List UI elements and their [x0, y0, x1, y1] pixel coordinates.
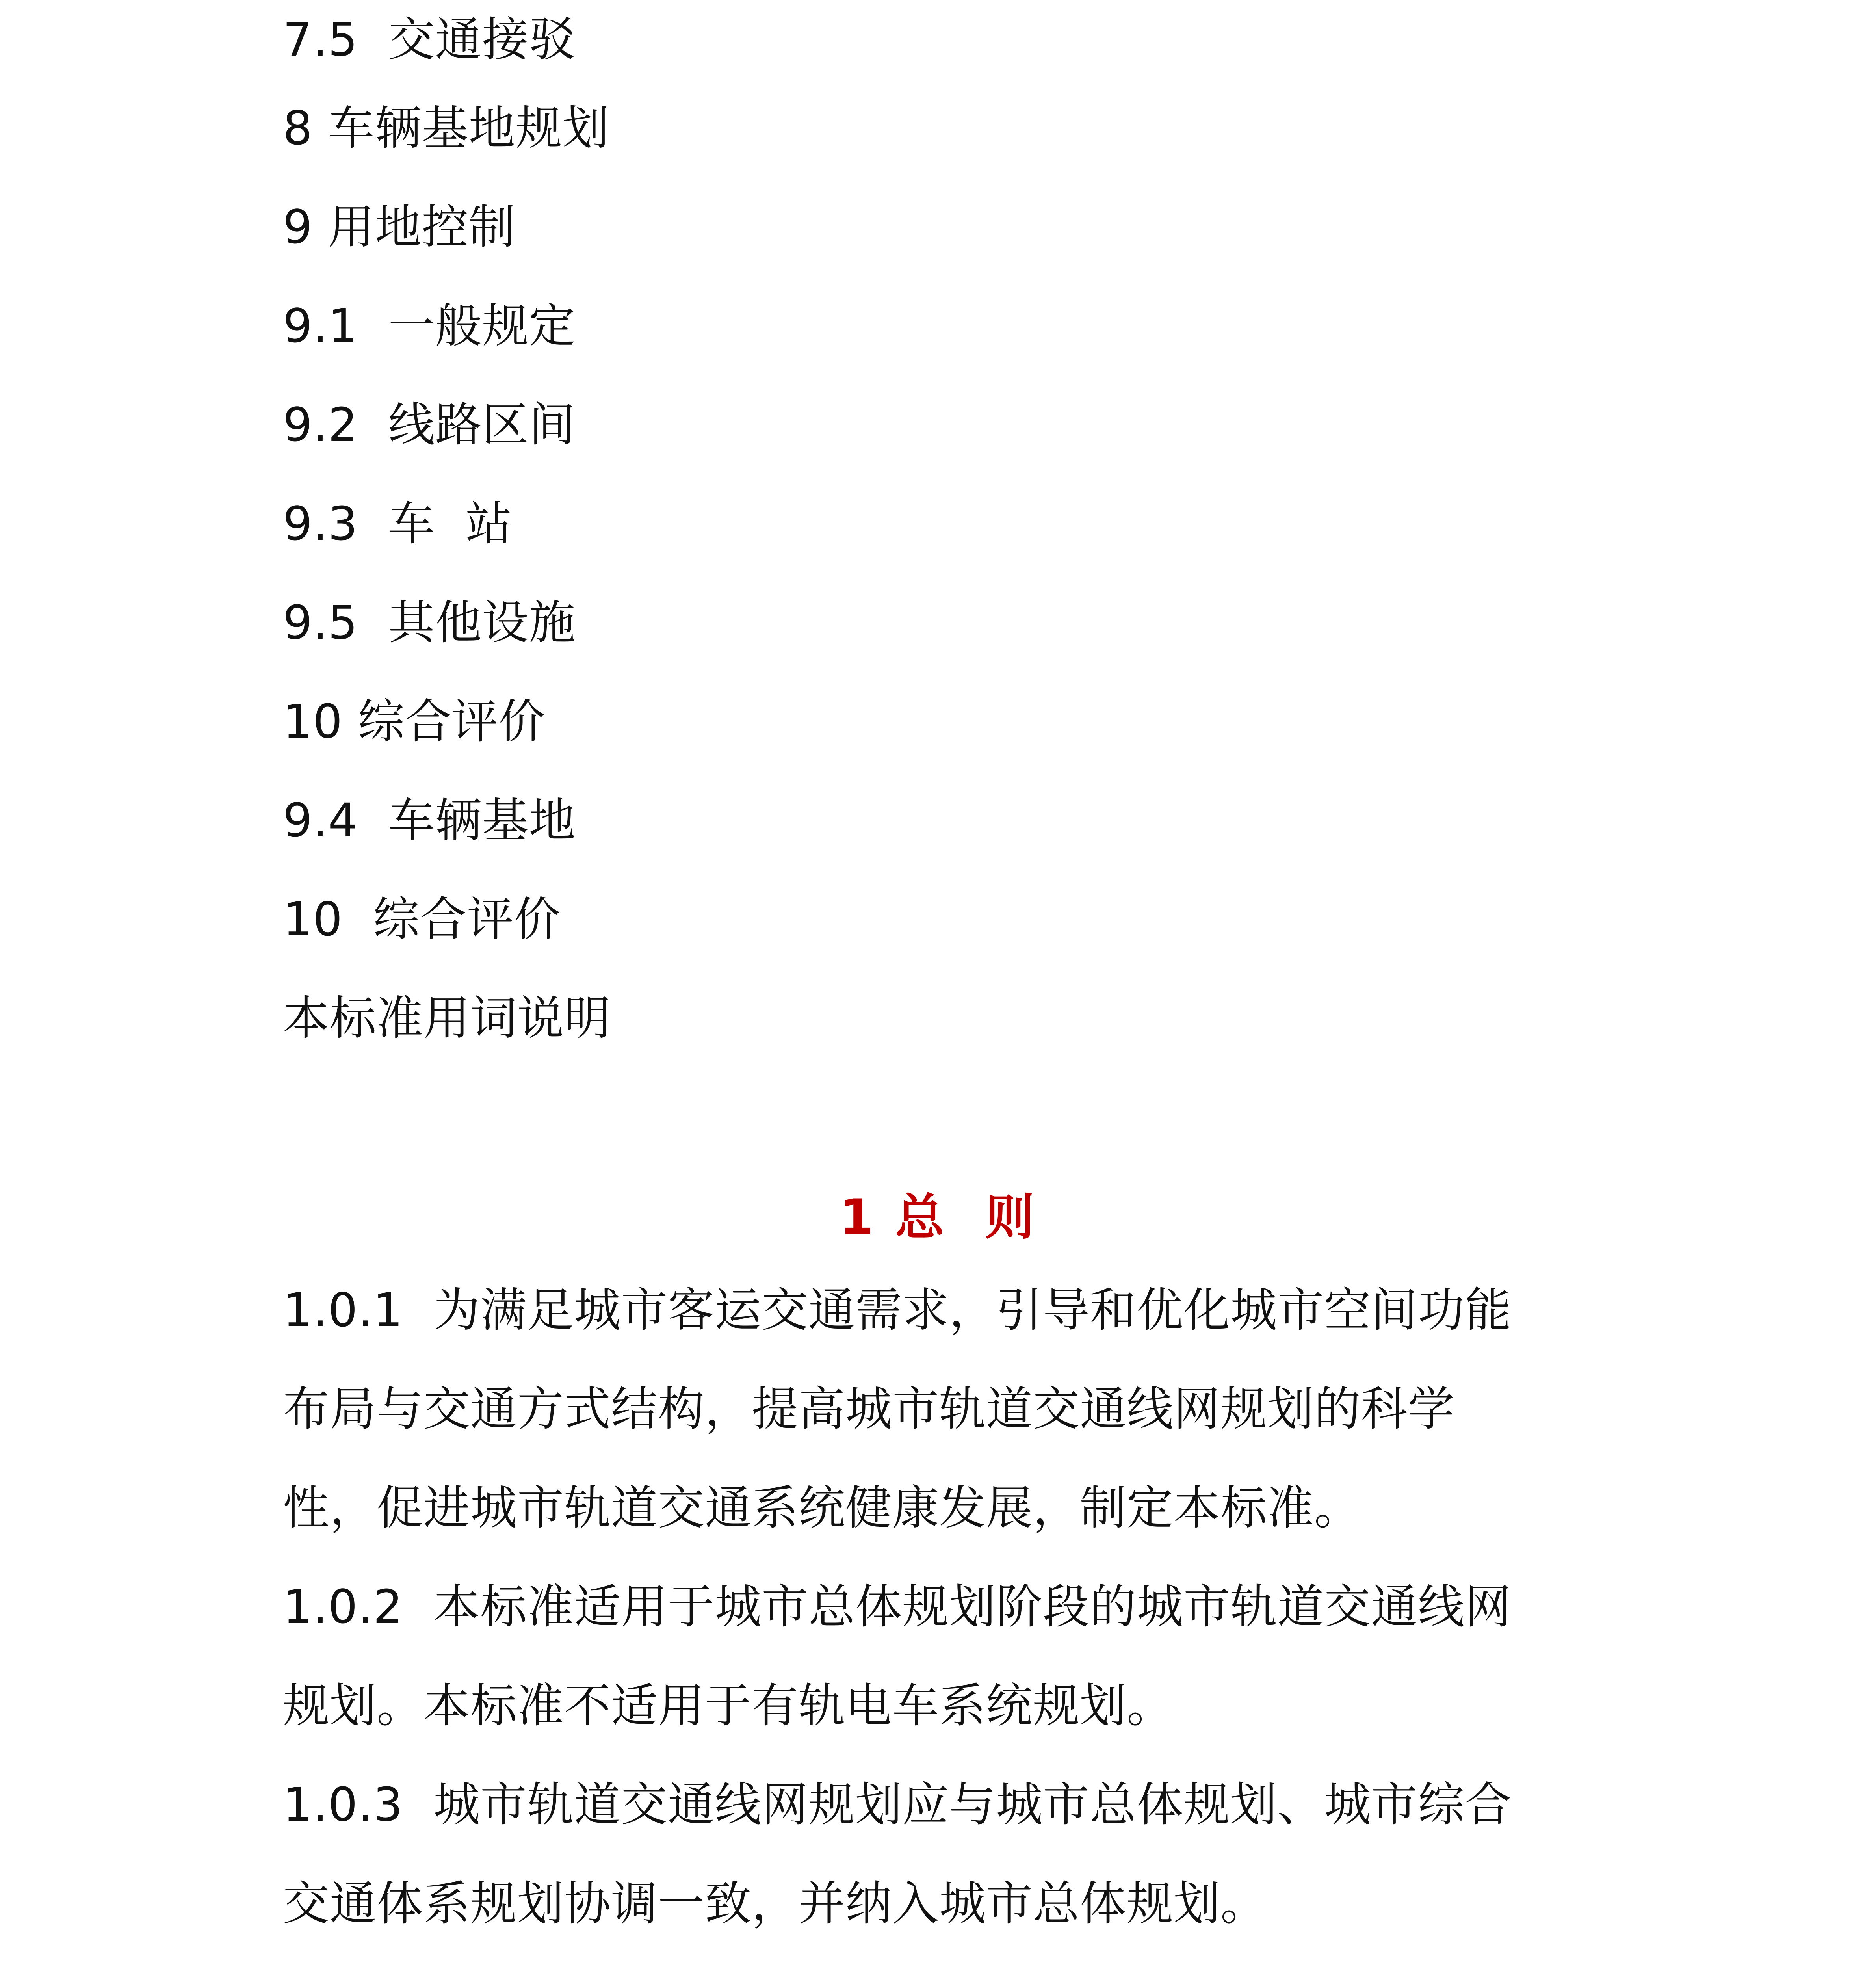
paragraph-line: 1.0.3 城市轨道交通线网规划应与城市总体规划、城市综合: [283, 1777, 1512, 1832]
paragraph-line: 1.0.1 为满足城市客运交通需求，引导和优化城市空间功能: [283, 1283, 1512, 1337]
paragraph-line: 布局与交通方式结构，提高城市轨道交通线网规划的科学: [283, 1382, 1455, 1436]
chapter-heading: 1 总 则: [840, 1189, 1036, 1246]
toc-item[interactable]: 10 综合评价: [283, 694, 546, 749]
toc-item[interactable]: 本标准用词说明: [283, 991, 611, 1045]
toc-item[interactable]: 9.1 一般规定: [283, 299, 576, 353]
toc-item[interactable]: 9.3 车 站: [283, 496, 513, 551]
toc-item[interactable]: 9 用地控制: [283, 200, 516, 254]
paragraph-line: 交通体系规划协调一致，并纳入城市总体规划。: [283, 1876, 1268, 1931]
clause-1-0-3: [283, 1755, 1607, 1953]
clause-1-0-1: [283, 1261, 1607, 1557]
toc-item[interactable]: 8 车辆基地规划: [283, 101, 609, 155]
paragraph-line: 性，促进城市轨道交通系统健康发展，制定本标准。: [283, 1481, 1361, 1535]
toc-item[interactable]: 9.4 车辆基地: [283, 793, 576, 847]
table-of-contents: [283, 0, 1662, 1068]
toc-item[interactable]: 9.2 线路区间: [283, 398, 576, 452]
paragraph-line: [283, 1953, 1607, 1970]
clause-1-0-4: [283, 1953, 1607, 1970]
chapter-body: [283, 1261, 1607, 1970]
clause-1-0-2: [283, 1557, 1607, 1755]
toc-item[interactable]: 7.5 交通接驳: [283, 12, 576, 67]
toc-item[interactable]: 10 综合评价: [283, 892, 561, 946]
paragraph-line: 1.0.2 本标准适用于城市总体规划阶段的城市轨道交通线网: [283, 1580, 1512, 1634]
toc-item[interactable]: 9.5 其他设施: [283, 595, 576, 650]
paragraph-line: 规划。本标准不适用于有轨电车系统规划。: [283, 1678, 1174, 1733]
